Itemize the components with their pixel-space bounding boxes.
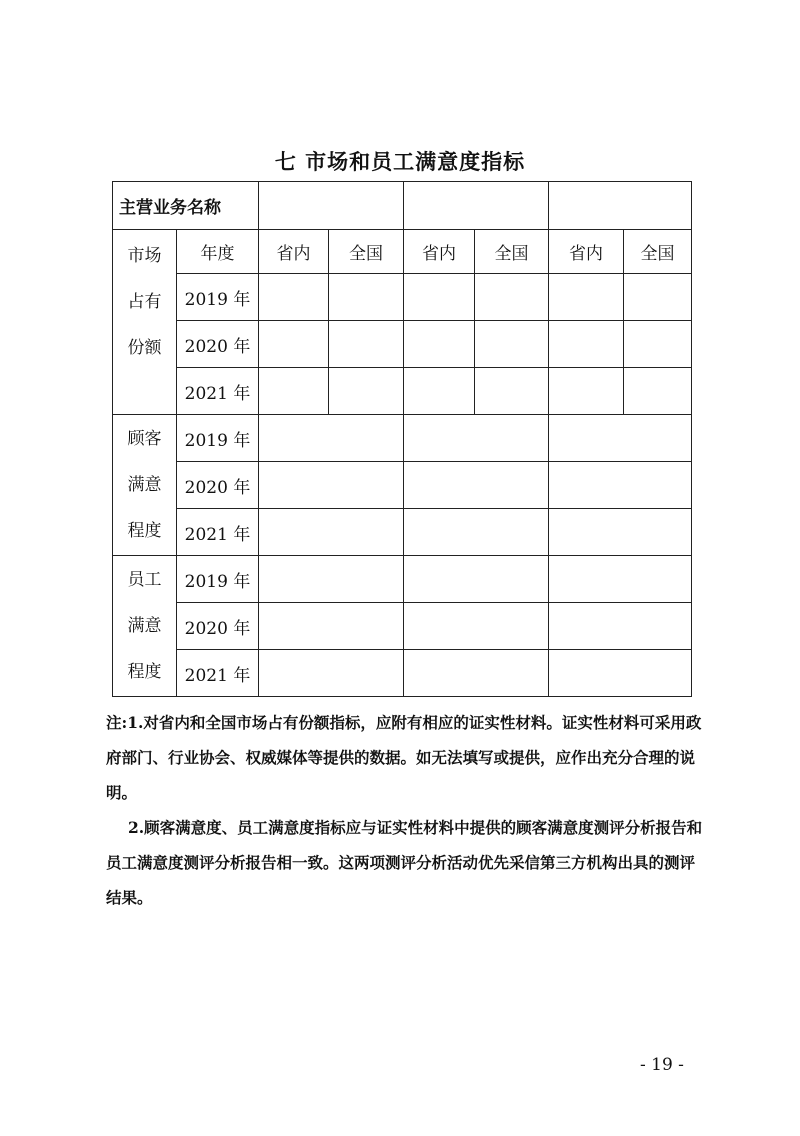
national-header-3: 全国	[624, 230, 692, 274]
customer-cell[interactable]	[259, 462, 404, 509]
market-cell[interactable]	[329, 321, 404, 368]
employee-year-2019: 2019 年	[177, 556, 259, 603]
customer-cell[interactable]	[259, 415, 404, 462]
national-header-1: 全国	[329, 230, 404, 274]
market-cell[interactable]	[259, 368, 329, 415]
customer-cell[interactable]	[549, 415, 692, 462]
market-cell[interactable]	[624, 368, 692, 415]
business-name-cell-2[interactable]	[404, 182, 549, 230]
customer-year-2019: 2019 年	[177, 415, 259, 462]
employee-cell[interactable]	[259, 556, 404, 603]
market-cell[interactable]	[259, 321, 329, 368]
customer-cell[interactable]	[404, 415, 549, 462]
market-cell[interactable]	[624, 321, 692, 368]
employee-year-2020: 2020 年	[177, 603, 259, 650]
employee-cell[interactable]	[404, 603, 549, 650]
market-cell[interactable]	[475, 368, 549, 415]
customer-cell[interactable]	[259, 509, 404, 556]
employee-cell[interactable]	[404, 556, 549, 603]
main-business-label: 主营业务名称	[113, 182, 259, 230]
year-header: 年度	[177, 230, 259, 274]
business-name-cell-3[interactable]	[549, 182, 692, 230]
employee-cell[interactable]	[549, 556, 692, 603]
indicator-table	[112, 181, 692, 697]
note-1: 注:1.对省内和全国市场占有份额指标，应附有相应的证实性材料。证实性材料可采用政府部门、行业协会、权威媒体等提供的数据。如无法填写或提供，应作出充分合理的说明。	[106, 713, 702, 802]
employee-cell[interactable]	[404, 650, 549, 697]
market-cell[interactable]	[549, 321, 624, 368]
market-cell[interactable]	[259, 274, 329, 321]
employee-cell[interactable]	[259, 650, 404, 697]
market-cell[interactable]	[404, 368, 475, 415]
market-cell[interactable]	[549, 368, 624, 415]
customer-year-2021: 2021 年	[177, 509, 259, 556]
customer-cell[interactable]	[404, 509, 549, 556]
province-header-1: 省内	[259, 230, 329, 274]
market-cell[interactable]	[475, 321, 549, 368]
province-header-3: 省内	[549, 230, 624, 274]
employee-cell[interactable]	[549, 603, 692, 650]
employee-satisfaction-group-label: 员工 满意 程度	[113, 556, 177, 697]
employee-cell[interactable]	[549, 650, 692, 697]
page-number: - 19 -	[640, 1055, 684, 1075]
customer-cell[interactable]	[549, 509, 692, 556]
market-cell[interactable]	[329, 274, 404, 321]
market-cell[interactable]	[475, 274, 549, 321]
customer-cell[interactable]	[549, 462, 692, 509]
notes-section	[106, 705, 706, 915]
market-cell[interactable]	[404, 321, 475, 368]
employee-cell[interactable]	[259, 603, 404, 650]
customer-year-2020: 2020 年	[177, 462, 259, 509]
market-cell[interactable]	[624, 274, 692, 321]
market-cell[interactable]	[404, 274, 475, 321]
market-cell[interactable]	[549, 274, 624, 321]
customer-satisfaction-group-label: 顾客 满意 程度	[113, 415, 177, 556]
page-title: 七 市场和员工满意度指标	[274, 150, 526, 174]
market-year-2019: 2019 年	[177, 274, 259, 321]
note-2: 2.顾客满意度、员工满意度指标应与证实性材料中提供的顾客满意度测评分析报告和员工满意度测评分析报告相一致。这两项测评分析活动优先采信第三方机构出具的测评结果。	[106, 818, 703, 907]
customer-cell[interactable]	[404, 462, 549, 509]
market-year-2021: 2021 年	[177, 368, 259, 415]
national-header-2: 全国	[475, 230, 549, 274]
market-year-2020: 2020 年	[177, 321, 259, 368]
market-share-group-label: 市场 占有 份额	[113, 230, 177, 415]
business-name-cell-1[interactable]	[259, 182, 404, 230]
employee-year-2021: 2021 年	[177, 650, 259, 697]
market-cell[interactable]	[329, 368, 404, 415]
province-header-2: 省内	[404, 230, 475, 274]
